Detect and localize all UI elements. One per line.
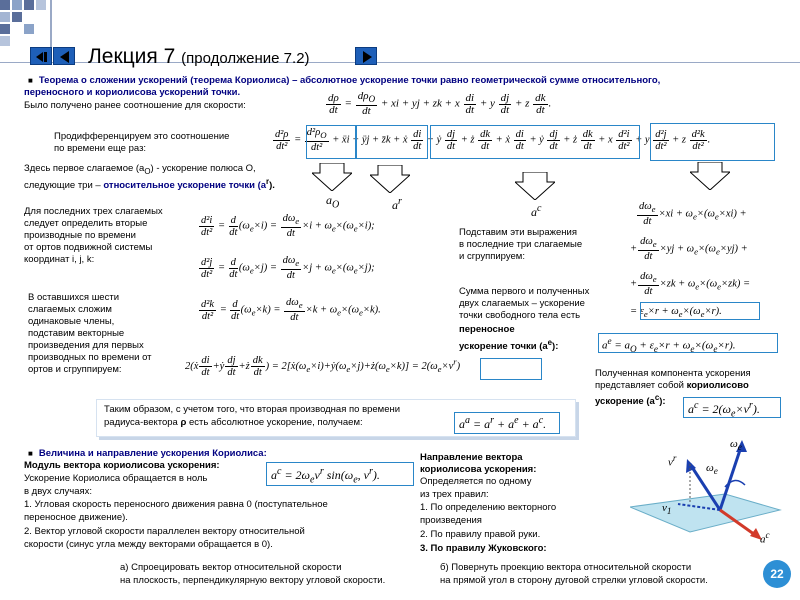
plane-shape	[630, 494, 780, 532]
sum-two-2: двух слагаемых – ускорение	[459, 298, 585, 309]
down-arrow-icon	[515, 172, 555, 200]
bullet-icon: ■	[28, 76, 33, 85]
substitute-3: и сгруппируем:	[459, 251, 525, 262]
label-aO: $a_O$	[326, 193, 340, 211]
ae-formula-1: $\frac{d\omega_e}{dt}$ $\times xi + \omega_e\times(\omega_e\times xi)$ +	[639, 201, 747, 228]
last-three-3: производные по времени	[24, 230, 136, 241]
remaining-3: одинаковые члены,	[28, 316, 115, 327]
diagram-ac: $a^c$	[760, 530, 770, 546]
rule-a-line1: а) Спроецировать вектор относительной скорости	[120, 562, 342, 573]
box-ac	[430, 125, 640, 159]
theorem-line1: ■ Теорема о сложении ускорений (теорема Кориолиса) – абсолютное ускорение точки равно геометрической сумме относительного,	[28, 75, 661, 86]
remaining-2: слагаемых сложим	[28, 304, 112, 315]
addition-theorem-formula: $a^a = a^r + a^e + a^c$.	[459, 415, 547, 431]
direction-item2: 2. По правилу правой руки.	[420, 529, 541, 540]
box-ae	[650, 123, 775, 161]
right-arrow-icon	[356, 48, 378, 66]
magnitude-item1b: переносное движение).	[24, 512, 128, 523]
obtained-3: ускорение $(a^c)$:	[595, 393, 666, 408]
obtained-1: Полученная компонента ускорения	[595, 368, 751, 379]
substitute-2: в последние три слагаемые	[459, 239, 583, 250]
box-addition-theorem	[454, 412, 560, 434]
direction-line4: из трех правил:	[420, 489, 489, 500]
magnitude-heading: ■ Величина и направление ускорения Кориолиса:	[28, 448, 267, 459]
rule-b-line2: на прямой угол в сторону дуговой стрелки угловой скорости.	[440, 575, 708, 586]
diagram-v1: $v_1$	[662, 502, 672, 517]
theorem-line2: переносного и кориолисова ускорений точки.	[24, 87, 241, 98]
remaining-1: В оставшихся шести	[28, 292, 120, 303]
magnitude-line2: Ускорение Кориолиса обращается в ноль	[24, 473, 208, 484]
ae-total-formula: $a^e = a_O + \varepsilon_e\times r + \omega_e\times(\omega_e\times r)$.	[602, 336, 736, 354]
bullet-icon: ■	[28, 449, 33, 458]
box-ae-total	[598, 333, 778, 353]
box-coriolis	[480, 358, 542, 380]
page-number-badge: 22	[763, 560, 791, 588]
box-ac-result	[683, 397, 781, 418]
rule-a-line2: на плоскость, перпендикулярную вектору угловой скорости.	[120, 575, 386, 586]
down-arrow-icon	[690, 162, 730, 190]
page-title: Лекция 7 (продолжение 7.2)	[88, 45, 310, 68]
first-term-line1: Здесь первое слагаемое $(a_O)$ - ускорение полюса O,	[24, 163, 256, 176]
ac-magnitude-formula: $a^c = 2\omega_ev^r$ $\sin(\omega_e$, $v^r$).	[271, 466, 380, 486]
substitute-1: Подставим эти выражения	[459, 227, 577, 238]
d2k-formula: $\frac{\text{d²k}}{\text{dt²}}$ = $\frac{d}{dt}$ $(\omega_e\times k)$ = $\frac{d\omega_e}{dt}$ $\times k + \omega_e\times(\omega_e\times k)$.	[201, 297, 381, 324]
box-ae-result	[640, 302, 760, 320]
conclusion-line2: радиуса-вектора ρ есть абсолютное ускорение, получаем:	[104, 417, 363, 428]
conclusion-line1: Таким образом, с учетом того, что вторая производная по времени	[104, 404, 401, 415]
remaining-5: произведения для первых	[28, 340, 144, 351]
prev-slide-button[interactable]	[53, 47, 75, 65]
sum-two-4: переносное	[459, 324, 515, 335]
box-ar	[356, 125, 428, 159]
diagram-vr: $v^r$	[668, 453, 677, 469]
first-slide-button[interactable]	[30, 47, 52, 65]
direction-line2: кориолисова ускорения:	[420, 464, 537, 475]
magnitude-item2b: скорости (синус угла между векторами обращается в 0).	[24, 539, 273, 550]
obtained-2: представляет собой кориолисово	[595, 380, 749, 391]
acceleration-formula: $\frac{\text{d²ρ}}{\text{dt²}}$ = $\frac{d^2\rho_O}{\text{dt²}}$ + ẍi + ÿj + z̈k + ẋ $\frac{di}{dt}$ + ẏ $\frac{dj}{dt}$ + ż $\frac{dk}{dt}$ + ẋ $\frac{di}{dt}$ + ẏ $\frac{dj}{dt}$ + ż $\frac{dk}{dt}$ + x $\frac{\text{d²i}}{\text{dt²}}$ + y $\frac{\text{d²j}}{\text{dt²}}$ + z $\frac{\text{d²k}}{\text{dt²}}$ .	[275, 127, 711, 154]
double-left-arrow-icon	[31, 48, 53, 66]
box-aO	[306, 125, 356, 159]
first-term-line2: следующие три – относительное ускорение точки $(a^r)$.	[24, 177, 275, 192]
label-ar: $a^r$	[392, 196, 402, 212]
magnitude-item2a: 2. Вектор угловой скорости параллелен вектору относительной	[24, 526, 305, 537]
last-three-4: от ортов подвижной системы	[24, 242, 153, 253]
direction-line3: Определяется по одному	[420, 476, 532, 487]
direction-item3: 3. По правилу Жуковского:	[420, 543, 547, 554]
next-slide-button[interactable]	[355, 47, 377, 65]
direction-line1: Направление вектора	[420, 452, 523, 463]
magnitude-line1: Модуль вектора кориолисова ускорения:	[24, 460, 220, 471]
sum-two-5: ускорение точки $(a^e)$:	[459, 338, 559, 353]
diagram-omega-e: $\omega_e$	[706, 462, 718, 477]
diff-line2: по времени еще раз:	[54, 143, 147, 154]
remaining-4: подставим векторные	[28, 328, 125, 339]
direction-item1a: 1. По определению векторного	[420, 502, 557, 513]
rule-b-line1: б) Повернуть проекцию вектора относительной скорости	[440, 562, 692, 573]
magnitude-line3: в двух случаях:	[24, 486, 93, 497]
d2j-formula: $\frac{\text{d²j}}{\text{dt²}}$ = $\frac{d}{dt}$ $(\omega_e\times j)$ = $\frac{d\omega_e}{dt}$ $\times j + \omega_e\times(\omega_e\times j)$;	[201, 255, 375, 282]
theorem-line3: Было получено ранее соотношение для скорости:	[24, 100, 246, 111]
magnitude-item1a: 1. Угловая скорость переносного движения равна 0 (поступательное	[24, 499, 328, 510]
left-arrow-icon	[54, 48, 76, 66]
down-arrow-icon	[312, 163, 352, 191]
label-ac: $a^c$	[531, 203, 542, 219]
ac-formula: $a^c = 2(\omega_e\times v^r)$.	[688, 400, 760, 420]
ae-formula-3: + $\frac{d\omega_e}{dt}$ $\times zk + \omega_e\times(\omega_e\times zk)$ =	[630, 271, 751, 298]
down-arrow-icon	[370, 165, 410, 193]
sum-two-3: точки свободного тела есть	[459, 310, 581, 321]
direction-item1b: произведения	[420, 515, 482, 526]
ae-formula-2: + $\frac{d\omega_e}{dt}$ $\times yj + \omega_e\times(\omega_e\times yj)$ +	[630, 236, 748, 263]
last-three-1: Для последних трех слагаемых	[24, 206, 163, 217]
d2i-formula: $\frac{\text{d²i}}{\text{dt²}}$ = $\frac{d}{dt}$ $(\omega_e\times i)$ = $\frac{d\omega_e}{dt}$ $\times i + \omega_e\times(\omega_e\times i)$;	[201, 213, 375, 240]
ae-formula-4: = $\varepsilon_e\times r + \omega_e\times(\omega_e\times r)$.	[630, 306, 722, 320]
last-three-2: следует определить вторые	[24, 218, 148, 229]
velocity-formula: $\frac{d\rho}{dt}$ = $\frac{d\rho_O}{dt}$ + xi + yj + zk + x $\frac{di}{dt}$ + y $\frac{dj}{dt}$ + z $\frac{dk}{dt}$ .	[328, 90, 552, 118]
last-three-5: координат i, j, k:	[24, 254, 95, 265]
sum-two-1: Сумма первого и полученных	[459, 286, 590, 297]
remaining-7: ортов и сгруппируем:	[28, 364, 122, 375]
coriolis-group-formula: 2(ẋ $\frac{di}{dt}$ +ẏ $\frac{dj}{dt}$ +ż $\frac{dk}{dt}$ ) = $2[ẋ(\omega_e\times i)+ẏ(\omega_e\times j)+ż(\omega_e\times k)] = 2(\omega_e\times v^r)$	[185, 355, 461, 378]
box-ac-magnitude	[266, 462, 414, 486]
diff-line1: Продифференцируем это соотношение	[54, 131, 230, 142]
remaining-6: производных по времени от	[28, 352, 152, 363]
diagram-we: $\omega_e$	[730, 438, 742, 453]
